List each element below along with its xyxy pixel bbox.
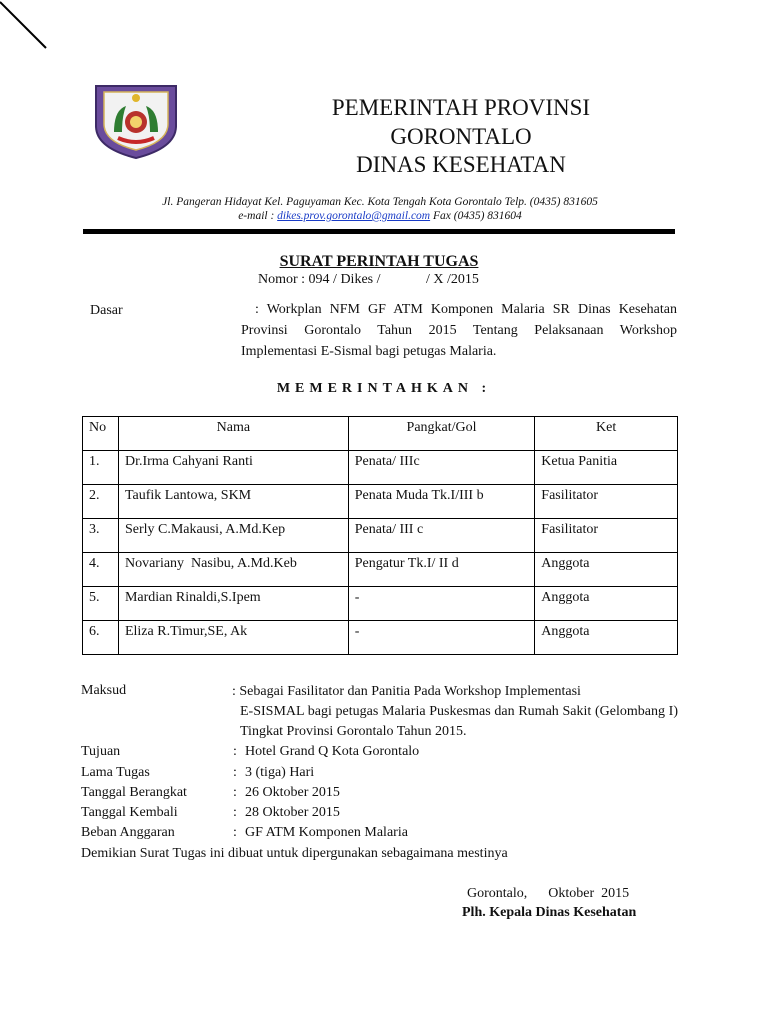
assignment-table [82,416,678,655]
table-row [83,519,678,553]
dasar-text: : Workplan NFM GF ATM Komponen Malaria SR Dinas Kesehatan Provinsi Gorontalo Tahun 2015 Tentang Pelaksanaan Workshop Implementasi E-Sismal bagi petugas Malaria. [241,302,677,359]
letterhead-line1: PEMERINTAH PROVINSI [331,95,591,120]
cell-no: 2. [83,485,119,519]
letterhead-line2: GORONTALO [390,124,532,149]
tujuan-colon: : [233,744,237,759]
cell-pangkat: - [348,621,535,655]
cell-nama: Novariany Nasibu, A.Md.Keb [118,553,348,587]
cell-nama: Serly C.Makausi, A.Md.Kep [118,519,348,553]
tujuan-value: Hotel Grand Q Kota Gorontalo [245,744,420,759]
beban-label: Beban Anggaran [81,825,175,840]
email-link[interactable]: dikes.prov.gorontalo@gmail.com [277,210,431,222]
cell-pangkat: Pengatur Tk.I/ II d [348,553,535,587]
cell-no: 1. [83,451,119,485]
fax-number: Fax (0435) 831604 [430,210,522,222]
cell-ket: Anggota [535,621,678,655]
letterhead-line3: DINAS KESEHATAN [356,152,566,177]
tujuan-label: Tujuan [81,744,121,759]
lama-tugas-value: 3 (tiga) Hari [245,765,315,780]
cell-nama: Dr.Irma Cahyani Ranti [118,451,348,485]
cell-ket: Anggota [535,587,678,621]
table-row [83,451,678,485]
lama-tugas-label: Lama Tugas [81,765,150,780]
letterhead-divider [83,229,675,234]
closing-statement: Demikian Surat Tugas ini dibuat untuk dipergunakan sebagaimana mestinya [81,846,508,861]
cell-ket: Anggota [535,553,678,587]
table-row [83,485,678,519]
cell-no: 5. [83,587,119,621]
memerintahkan-heading: MEMERINTAHKAN : [276,381,492,396]
header-no: No [83,417,119,451]
cell-ket: Fasilitator [535,519,678,553]
cell-no: 4. [83,553,119,587]
table-row [83,621,678,655]
letterhead-contact [110,209,650,223]
corner-line [0,0,60,60]
cell-ket: Fasilitator [535,485,678,519]
cell-pangkat: Penata/ III c [348,519,535,553]
letterhead-address: Jl. Pangeran Hidayat Kel. Paguyaman Kec. Kota Tengah Kota Gorontalo Telp. (0435) 831605 [162,196,598,208]
berangkat-value: 26 Oktober 2015 [245,785,340,800]
berangkat-colon: : [233,785,237,800]
header-nama: Nama [118,417,348,451]
kembali-label: Tanggal Kembali [81,805,178,820]
lama-tugas-colon: : [233,765,237,780]
table-row [83,587,678,621]
letter-title: SURAT PERINTAH TUGAS [279,253,479,270]
signature-place-date: Gorontalo, Oktober 2015 [467,886,630,901]
header-ket: Ket [535,417,678,451]
provincial-emblem-logo [92,82,180,160]
cell-pangkat: - [348,587,535,621]
letter-number: Nomor : 094 / Dikes / / X /2015 [258,272,479,287]
cell-nama: Eliza R.Timur,SE, Ak [118,621,348,655]
berangkat-label: Tanggal Berangkat [81,785,187,800]
beban-colon: : [233,825,237,840]
beban-value: GF ATM Komponen Malaria [245,825,408,840]
maksud-rest: E-SISMAL bagi petugas Malaria Puskesmas dan Rumah Sakit (Gelombang I) Tingkat Provinsi Gorontalo Tahun 2015. [240,704,678,739]
cell-no: 6. [83,621,119,655]
signature-title: Plh. Kepala Dinas Kesehatan [462,905,637,920]
cell-ket: Ketua Panitia [535,451,678,485]
maksud-line1: : Sebagai Fasilitator dan Panitia Pada Workshop Implementasi [232,684,581,699]
cell-nama: Taufik Lantowa, SKM [118,485,348,519]
cell-pangkat: Penata Muda Tk.I/III b [348,485,535,519]
cell-nama: Mardian Rinaldi,S.Ipem [118,587,348,621]
kembali-value: 28 Oktober 2015 [245,805,340,820]
maksud-label: Maksud [81,683,127,698]
table-header-row [83,417,678,451]
table-row [83,553,678,587]
email-prefix: e-mail : [238,210,278,222]
maksud-text [232,682,678,742]
kembali-colon: : [233,805,237,820]
header-pangkat: Pangkat/Gol [348,417,535,451]
cell-no: 3. [83,519,119,553]
dasar-label: Dasar [90,303,123,318]
cell-pangkat: Penata/ IIIc [348,451,535,485]
